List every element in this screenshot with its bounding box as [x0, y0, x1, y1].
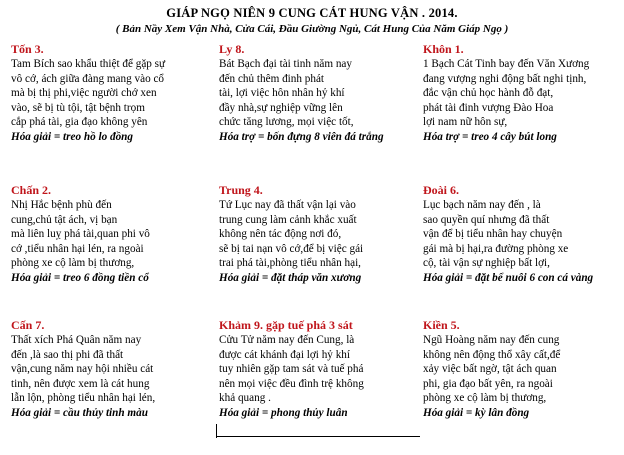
divider-rule	[216, 436, 420, 437]
page-title: GIÁP NGỌ NIÊN 9 CUNG CÁT HUNG VẬN . 2014.	[166, 6, 458, 20]
cell-heading: Khảm 9. gặp tuế phá 3 sát	[219, 318, 353, 332]
cell-line: Lục bạch năm nay đến , là	[423, 199, 541, 211]
cell-line: cắp phá tài, gia đạo không yên	[11, 116, 148, 129]
cell-line: khả quang .	[219, 392, 271, 405]
cell-remedy: Hóa giải = kỳ lân đồng	[423, 406, 530, 419]
cell-line: tài, lợi việc hôn nhân hỷ khí	[219, 87, 345, 100]
cell-heading: Chấn 2.	[11, 183, 52, 197]
cell-can	[11, 318, 211, 421]
cell-line: phòng xe cộ làm bị thương,	[423, 392, 547, 405]
cell-remedy: Hóa giải = đặt tháp văn xương	[219, 271, 362, 284]
cell-remedy: Hóa giải = đặt bể nuôi 6 con cá vàng	[423, 271, 594, 284]
page-subtitle: ( Bản Nầy Xem Vận Nhà, Cửa Cái, Đầu Giường Ngủ, Cát Hung Của Năm Giáp Ngọ )	[115, 23, 509, 35]
cell-line: Cửu Tử năm nay đến Cung, là	[219, 334, 355, 346]
cell-line: tuy nhiên gặp tam sát và tuế phá	[219, 363, 364, 376]
cell-line: Nhị Hắc bệnh phù đến	[11, 199, 112, 211]
divider-rule	[216, 424, 217, 438]
cell-line: Bát Bạch đại tài tinh năm nay	[219, 58, 352, 70]
cell-line: được cát khánh đại lợi hỷ khí	[219, 348, 350, 361]
cell-ly	[219, 42, 419, 145]
cell-trung	[219, 183, 419, 286]
cell-line: sao quyền quí nhưng đã thất	[423, 213, 550, 226]
cell-heading: Cấn 7.	[11, 318, 45, 332]
cell-line: sẽ bị tai nạn vô cớ,để bị việc gái	[219, 242, 364, 255]
cell-remedy: Hóa giải = cầu thủy tinh màu	[11, 406, 148, 419]
cell-line: cộ, tài vận sự nghiệp bất lợi,	[423, 257, 550, 270]
cell-line: vô cớ, ách giữa đàng mang vào cổ	[11, 72, 165, 85]
cell-line: gái mà bị hại,ra đường phòng xe	[423, 242, 569, 255]
cell-kham	[219, 318, 419, 421]
cell-line: mà liên luỵ phá tài,quan phi vô	[11, 228, 150, 241]
cell-line: phát tài đinh vượng Đào Hoa	[423, 101, 554, 114]
cell-line: cớ ,tiểu nhân hại lén, ra ngoài	[11, 242, 144, 255]
cell-line: mà bị thị phi,việc người chớ xen	[11, 87, 157, 100]
cell-line: phi, gia đạo bất yên, ra ngoài	[423, 377, 553, 390]
cell-khon	[423, 42, 623, 145]
cell-line: vào, sẽ bị tù tội, tật bệnh trọm	[11, 101, 145, 114]
cell-line: lẫn lộn, phòng tiểu nhân hại lén,	[11, 392, 156, 405]
cell-line: không nên động thổ xây cất,để	[423, 348, 561, 361]
cell-heading: Đoài 6.	[423, 183, 459, 197]
cell-line: trung cung làm cảnh khắc xuất	[219, 213, 357, 226]
cell-ton	[11, 42, 211, 145]
cell-line: đầy nhà,sự nghiệp vững lên	[219, 101, 343, 114]
cell-line: Tam Bích sao khẩu thiệt để gặp sự	[11, 58, 166, 70]
cell-line: vận,cung năm nay hội nhiều cát	[11, 363, 154, 376]
cell-line: đang vượng nghi động bất nghi tịnh,	[423, 72, 587, 85]
cell-heading: Khôn 1.	[423, 42, 464, 56]
cell-remedy: Hóa giải = treo 6 đồng tiền cổ	[11, 271, 149, 284]
cell-doai	[423, 183, 623, 286]
cell-heading: Trung 4.	[219, 183, 263, 197]
cell-remedy: Hóa giải = phong thủy luân	[219, 406, 348, 419]
cell-line: chức tăng lương, mọi việc tốt,	[219, 116, 354, 129]
cell-remedy: Hóa trợ = bốn đựng 8 viên đá trắng	[219, 130, 384, 143]
cell-line: đến ,là sao thị phi đã thất	[11, 348, 124, 361]
cell-heading: Ly 8.	[219, 42, 245, 56]
cell-line: xảy việc bất ngờ, tật ách quan	[423, 363, 557, 376]
cell-chan	[11, 183, 211, 286]
cell-line: đắc vận chủ học hành đỗ đạt,	[423, 87, 554, 100]
cell-heading: Kiền 5.	[423, 318, 460, 332]
cell-line: Ngũ Hoàng năm nay đến cung	[423, 334, 560, 346]
cell-line: vận để bị tiểu nhân hay chuyện	[423, 228, 563, 241]
cell-line: tinh, nên được xem là cát hung	[11, 377, 150, 390]
cell-line: 1 Bạch Cát Tinh bay đến Văn Xương	[423, 58, 590, 70]
cell-remedy: Hóa trợ = treo 4 cây bút long	[423, 130, 557, 143]
cell-line: Tứ Lục nay đã thất vận lại vào	[219, 199, 356, 211]
cell-line: không nên tác động nơi đó,	[219, 228, 342, 241]
cell-line: trai phá tài,phòng tiểu nhân hại,	[219, 257, 361, 270]
cell-line: phòng xe cộ làm bị thương,	[11, 257, 135, 270]
cell-kien	[423, 318, 623, 421]
cell-line: Thất xích Phá Quân năm nay	[11, 334, 142, 346]
cell-remedy: Hóa giải = treo hồ lo đồng	[11, 130, 133, 143]
cell-heading: Tốn 3.	[11, 42, 44, 56]
cell-line: cung,chủ tật ách, vị bạn	[11, 213, 118, 226]
cell-line: đến chủ thêm đinh phát	[219, 72, 325, 85]
cell-line: nên mọi việc đều đình trệ không	[219, 377, 364, 390]
cell-line: lợi nam nữ hôn sự,	[423, 116, 508, 129]
